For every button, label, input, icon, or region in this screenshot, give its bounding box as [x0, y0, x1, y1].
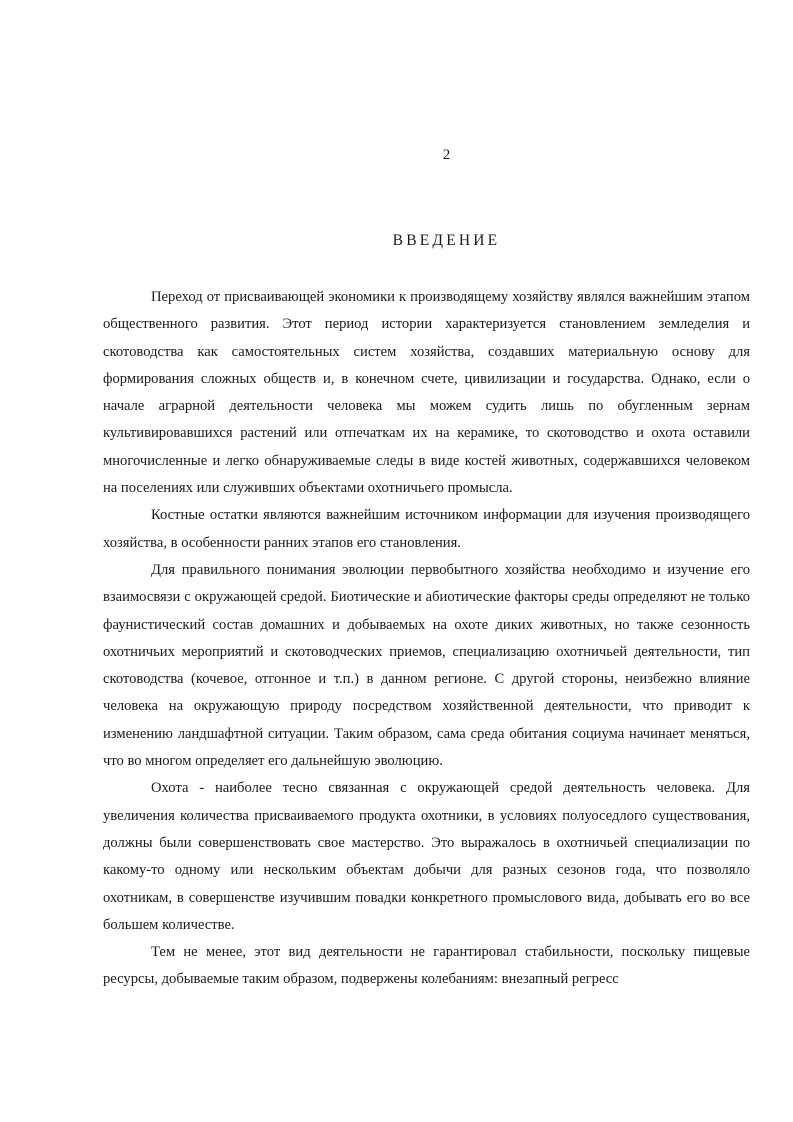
paragraph: Костные остатки являются важнейшим источником информации для изучения производящего хозяйства, в особенности ранних этапов его становления. — [103, 507, 750, 551]
paragraph: Тем не менее, этот вид деятельности не гарантировал стабильности, поскольку пищевые ресурсы, добываемые таким образом, подвержены колебаниям: внезапный регресс — [103, 944, 750, 988]
page-number: 2 — [442, 147, 451, 163]
paragraph: Переход от присваивающей экономики к производящему хозяйству являлся важнейшим этапом общественного развития. Этот период истории характеризуется становлением земледелия и скотоводства как самостоятельных систем хозяйства, создавших материальную основу для формирования сложных обществ и, в конечном счете, цивилизации и государства. Однако, если о начале аграрной деятельности человека мы можем судить лишь по обугленным зернам культивировавшихся растений или отпечаткам их на керамике, то скотоводство и охота оставили многочисленные и легко обнаруживаемые следы в виде костей животных, содержавшихся человеком на поселениях или служивших объектами охотничьего промысла. — [103, 289, 750, 497]
body-text — [103, 284, 750, 994]
paragraph: Охота - наиболее тесно связанная с окружающей средой деятельность человека. Для увеличения количества присваиваемого продукта охотники, в условиях полуоседлого существования, должны были совершенствовать свое мастерство. Это выражалось в охотничьей специализации по какому-то одному или нескольким объектам добычи для разных сезонов года, что позволяло охотникам, в совершенстве изучившим повадки конкретного промыслового вида, добывать его во все большем количестве. — [103, 780, 750, 933]
section-heading: ВВЕДЕНИЕ — [392, 232, 501, 249]
paragraph: Для правильного понимания эволюции первобытного хозяйства необходимо и изучение его взаимосвязи с окружающей средой. Биотические и абиотические факторы среды определяют не только фаунистический состав домашних и добываемых на охоте диких животных, но также сезонность охотничьих мероприятий и скотоводческих приемов, специализацию охотничьей деятельности, тип скотоводства (кочевое, отгонное и т.п.) в данном регионе. С другой стороны, неизбежно влияние человека на окружающую природу посредством хозяйственной деятельности, что приводит к изменению ландшафтной ситуации. Таким образом, сама среда обитания социума начинает меняться, что во многом определяет его дальнейшую эволюцию. — [103, 561, 750, 770]
